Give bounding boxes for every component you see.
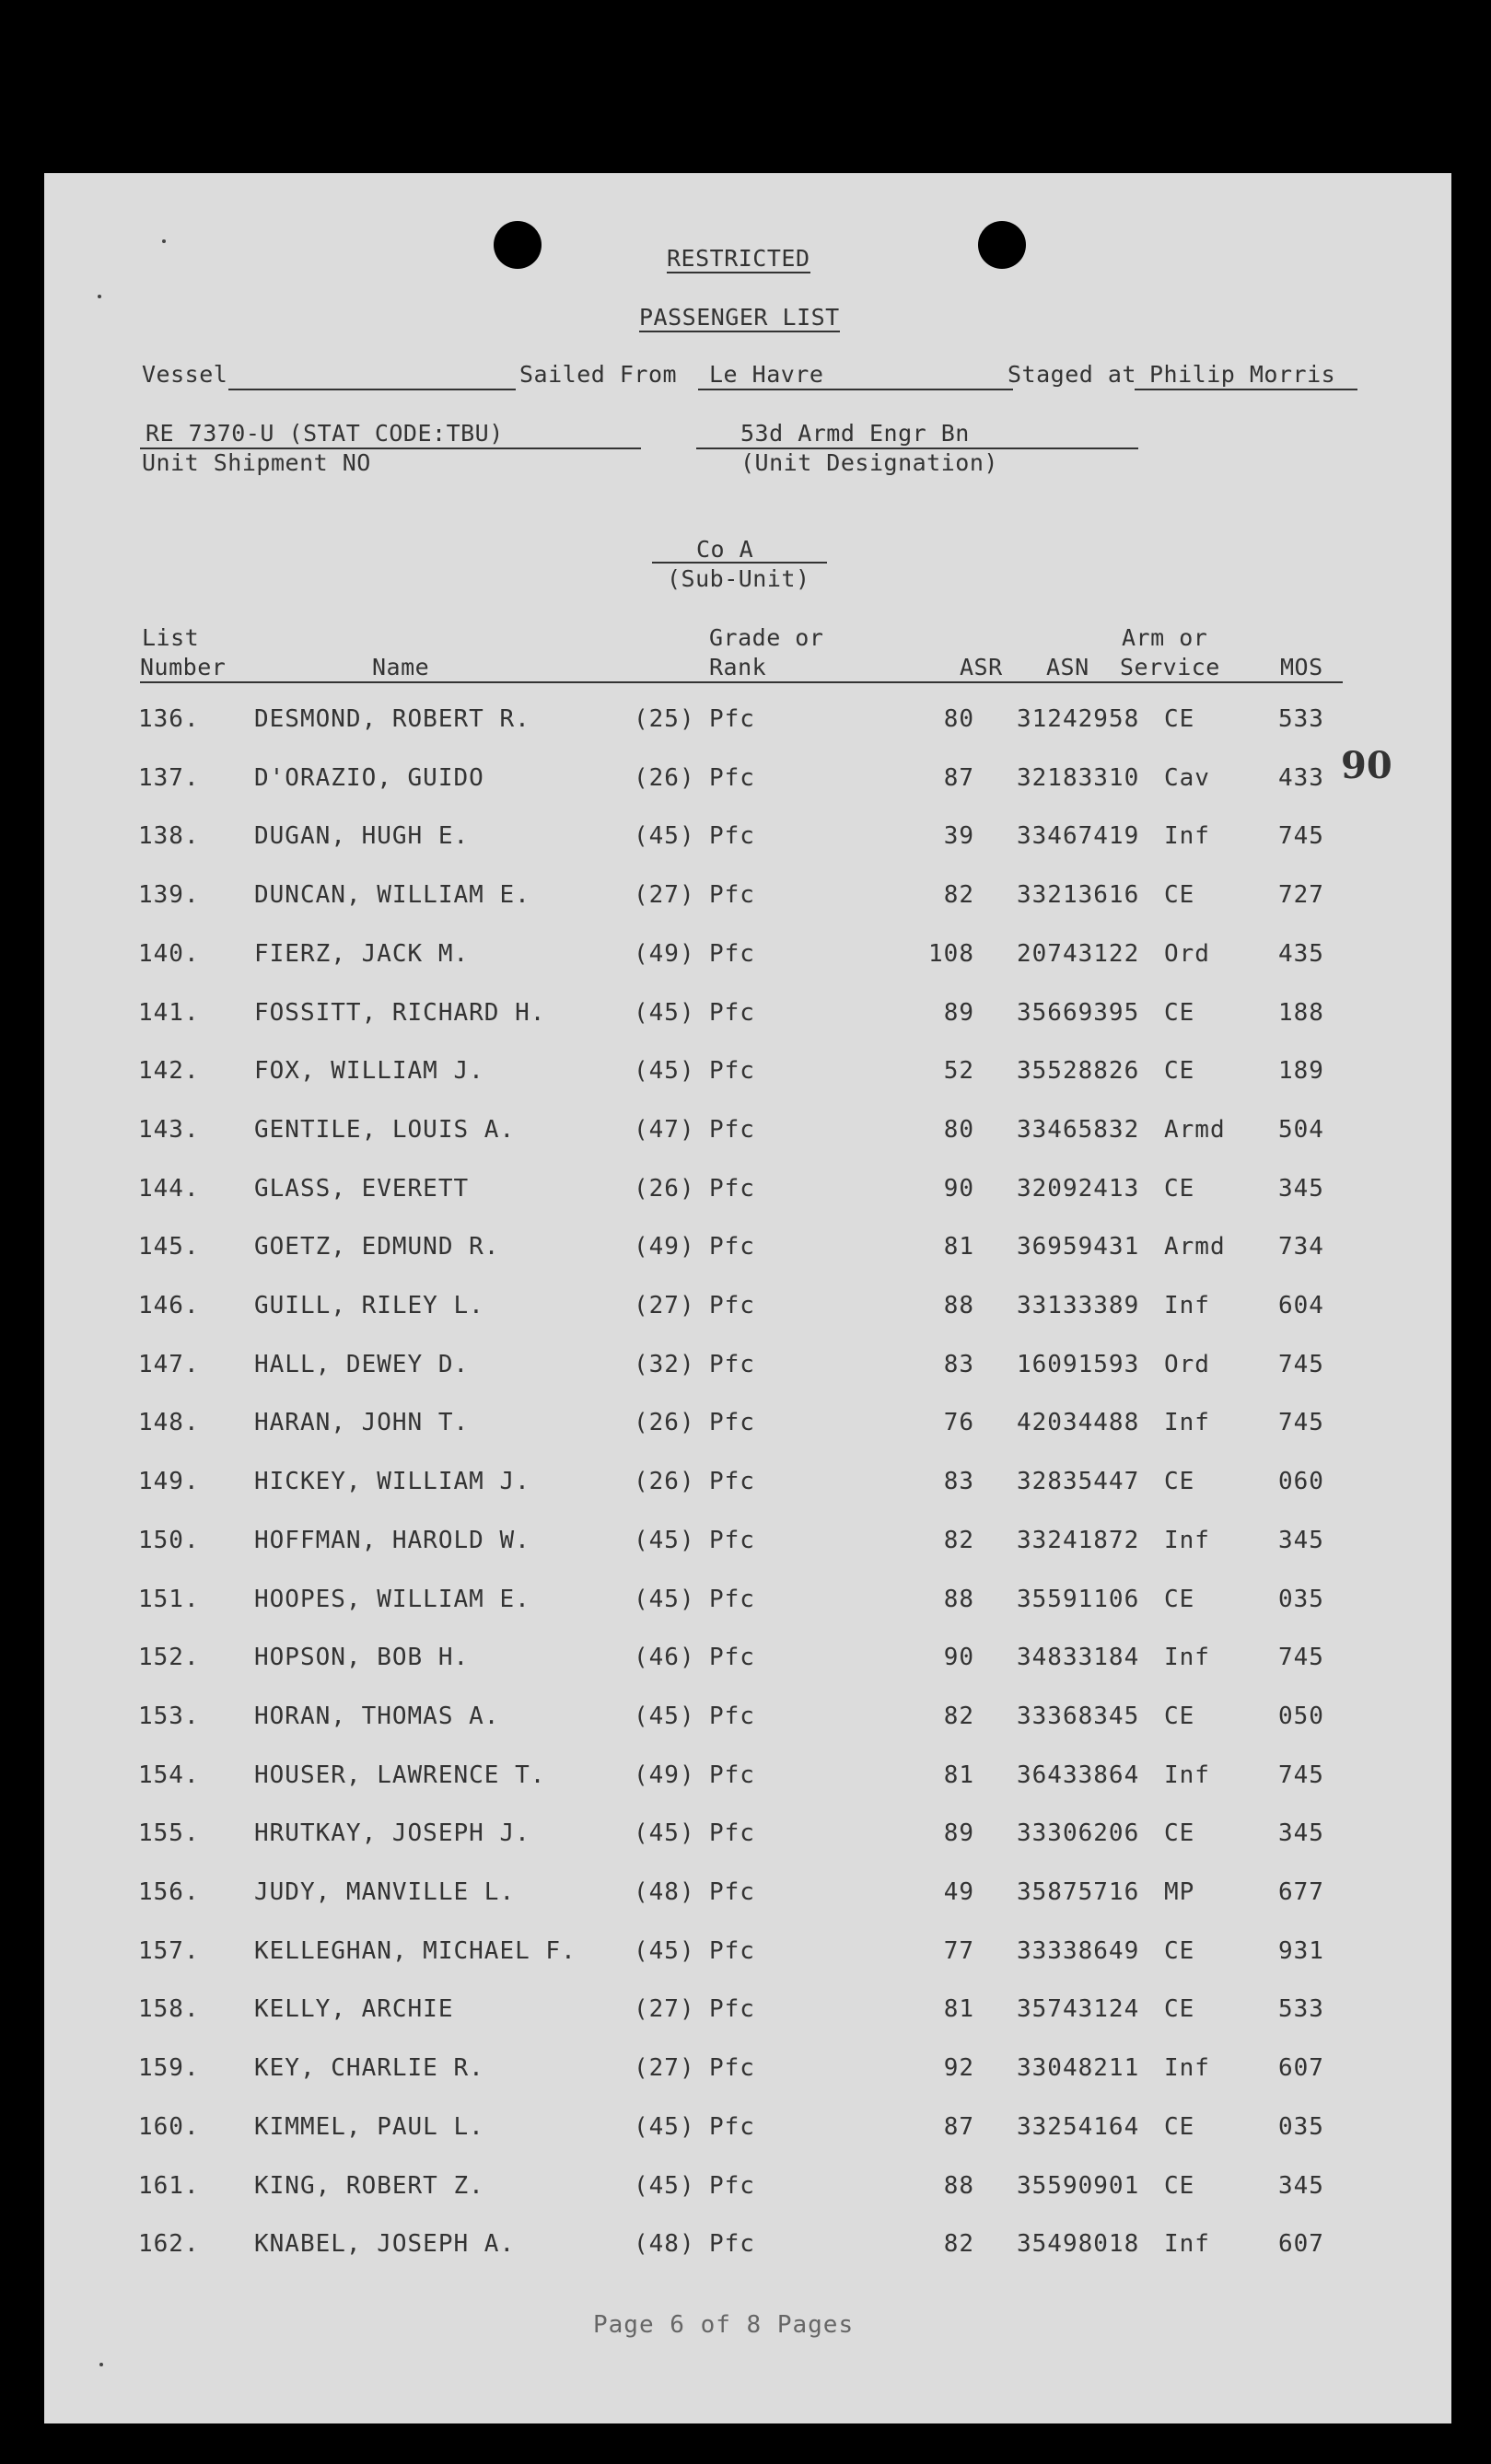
list-number: 158.: [138, 1995, 200, 2024]
arm-service: CE: [1164, 1585, 1195, 1613]
passenger-name: KIMMEL, PAUL L.: [254, 2112, 484, 2141]
vessel-line: [228, 389, 516, 390]
col-asn: ASN: [1046, 654, 1089, 680]
passenger-name: KEY, CHARLIE R.: [254, 2054, 484, 2083]
mos: 433: [1278, 763, 1324, 792]
subunit-line: [652, 562, 827, 564]
page-footer: Page 6 of 8 Pages: [593, 2311, 855, 2339]
list-number: 139.: [138, 881, 200, 910]
asr: 39: [943, 822, 974, 851]
grade: Pfc: [709, 1995, 755, 2024]
asr: 89: [943, 998, 974, 1027]
passenger-name: FIERZ, JACK M.: [254, 939, 470, 968]
grade: Pfc: [709, 1585, 755, 1613]
mos: 435: [1278, 939, 1324, 968]
mos: 035: [1278, 2112, 1324, 2141]
table-row: [44, 1233, 1451, 1270]
passenger-name: HOFFMAN, HAROLD W.: [254, 1526, 530, 1554]
list-number: 145.: [138, 1233, 200, 1261]
mos: 745: [1278, 1644, 1324, 1672]
list-number: 155.: [138, 1819, 200, 1848]
table-row: [44, 1175, 1451, 1212]
arm-service: CE: [1164, 1702, 1195, 1730]
mos: 345: [1278, 1819, 1324, 1848]
classification-label: RESTRICTED: [667, 245, 810, 272]
table-row: [44, 2230, 1451, 2267]
table-row: [44, 1995, 1451, 2032]
age: (27): [634, 1995, 695, 2024]
passenger-name: DUGAN, HUGH E.: [254, 822, 470, 851]
list-number: 148.: [138, 1409, 200, 1437]
asr: 88: [943, 1585, 974, 1613]
table-row: [44, 1878, 1451, 1915]
asr: 83: [943, 1468, 974, 1496]
asn: 35590901: [1017, 2171, 1140, 2200]
passenger-name: JUDY, MANVILLE L.: [254, 1878, 516, 1906]
mos: 504: [1278, 1115, 1324, 1144]
mos: 189: [1278, 1057, 1324, 1086]
table-row: [44, 1116, 1451, 1153]
asr: 49: [943, 1878, 974, 1906]
mos: 745: [1278, 1761, 1324, 1789]
arm-service: Inf: [1164, 1409, 1210, 1437]
arm-service: Ord: [1164, 1350, 1210, 1378]
age: (47): [634, 1115, 695, 1144]
table-row: [44, 1819, 1451, 1856]
grade: Pfc: [709, 2112, 755, 2141]
grade: Pfc: [709, 1057, 755, 1086]
mos: 745: [1278, 1409, 1324, 1437]
subunit-value: Co A: [696, 536, 754, 563]
passenger-name: HOUSER, LAWRENCE T.: [254, 1761, 546, 1789]
list-number: 142.: [138, 1057, 200, 1086]
passenger-name: HALL, DEWEY D.: [254, 1350, 470, 1378]
age: (49): [634, 1233, 695, 1261]
asn: 34833184: [1017, 1644, 1140, 1672]
arm-service: Armd: [1164, 1115, 1226, 1144]
age: (45): [634, 1526, 695, 1554]
age: (45): [634, 998, 695, 1027]
mos: 345: [1278, 1174, 1324, 1203]
passenger-name: FOX, WILLIAM J.: [254, 1057, 484, 1086]
col-asr: ASR: [960, 654, 1003, 680]
grade: Pfc: [709, 1819, 755, 1848]
grade: Pfc: [709, 705, 755, 733]
passenger-name: HORAN, THOMAS A.: [254, 1702, 500, 1730]
shipment-value: RE 7370-U (STAT CODE:TBU): [146, 420, 504, 447]
passenger-name: HOPSON, BOB H.: [254, 1644, 470, 1672]
arm-service: Armd: [1164, 1233, 1226, 1261]
table-row: [44, 1761, 1451, 1798]
list-number: 146.: [138, 1292, 200, 1319]
asr: 87: [943, 2112, 974, 2141]
col-name: Name: [372, 654, 430, 680]
passenger-name: D'ORAZIO, GUIDO: [254, 763, 484, 792]
age: (27): [634, 1292, 695, 1319]
asn: 35743124: [1017, 1995, 1140, 2024]
asn: 33254164: [1017, 2112, 1140, 2141]
mos: 931: [1278, 1936, 1324, 1965]
table-row: [44, 2113, 1451, 2150]
arm-service: Ord: [1164, 939, 1210, 968]
speck: [98, 295, 101, 298]
list-number: 136.: [138, 705, 200, 733]
speck: [99, 2363, 103, 2366]
table-row: [44, 881, 1451, 918]
mos: 727: [1278, 881, 1324, 910]
mos: 050: [1278, 1702, 1324, 1730]
list-number: 140.: [138, 939, 200, 968]
grade: Pfc: [709, 1409, 755, 1437]
table-row: [44, 1409, 1451, 1446]
vessel-label: Vessel: [142, 361, 228, 388]
list-number: 159.: [138, 2054, 200, 2083]
age: (32): [634, 1350, 695, 1378]
table-row: [44, 1468, 1451, 1505]
list-number: 138.: [138, 822, 200, 851]
asn: 42034488: [1017, 1409, 1140, 1437]
list-number: 147.: [138, 1350, 200, 1378]
age: (26): [634, 1409, 695, 1437]
table-row: [44, 1703, 1451, 1739]
list-number: 160.: [138, 2112, 200, 2141]
grade: Pfc: [709, 2171, 755, 2200]
asr: 82: [943, 2230, 974, 2259]
mos: 734: [1278, 1233, 1324, 1261]
asn: 35498018: [1017, 2230, 1140, 2259]
age: (45): [634, 2112, 695, 2141]
asn: 33467419: [1017, 822, 1140, 851]
col-list-top: List: [142, 624, 200, 651]
asn: 33133389: [1017, 1292, 1140, 1319]
list-number: 141.: [138, 998, 200, 1027]
mos: 345: [1278, 1526, 1324, 1554]
asn: 33338649: [1017, 1936, 1140, 1965]
age: (49): [634, 1761, 695, 1789]
table-row: [44, 1292, 1451, 1329]
staged-at-value: Philip Morris: [1149, 361, 1336, 388]
asr: 108: [928, 939, 974, 968]
passenger-name: KNABEL, JOSEPH A.: [254, 2230, 516, 2259]
asr: 80: [943, 705, 974, 733]
subunit-label: (Sub-Unit): [667, 565, 810, 592]
list-number: 149.: [138, 1468, 200, 1496]
grade: Pfc: [709, 1468, 755, 1496]
arm-service: CE: [1164, 998, 1195, 1027]
asr: 81: [943, 1233, 974, 1261]
table-row: [44, 940, 1451, 977]
grade: Pfc: [709, 1936, 755, 1965]
table-row: [44, 764, 1451, 801]
grade: Pfc: [709, 1644, 755, 1672]
asn: 36959431: [1017, 1233, 1140, 1261]
asn: 32183310: [1017, 763, 1140, 792]
age: (27): [634, 881, 695, 910]
asr: 81: [943, 1995, 974, 2024]
asr: 82: [943, 1526, 974, 1554]
asr: 88: [943, 1292, 974, 1319]
asr: 52: [943, 1057, 974, 1086]
passenger-name: HARAN, JOHN T.: [254, 1409, 470, 1437]
arm-service: Inf: [1164, 1761, 1210, 1789]
asn: 32092413: [1017, 1174, 1140, 1203]
staged-at-line: [1135, 389, 1357, 390]
age: (45): [634, 822, 695, 851]
passenger-name: GUILL, RILEY L.: [254, 1292, 484, 1319]
arm-service: Inf: [1164, 2054, 1210, 2083]
list-number: 143.: [138, 1115, 200, 1144]
age: (48): [634, 2230, 695, 2259]
table-row: [44, 999, 1451, 1036]
passenger-name: GLASS, EVERETT: [254, 1174, 470, 1203]
passenger-name: GENTILE, LOUIS A.: [254, 1115, 516, 1144]
col-arm-bottom: Service: [1120, 654, 1220, 680]
passenger-name: DESMOND, ROBERT R.: [254, 705, 530, 733]
table-row: [44, 1644, 1451, 1680]
passenger-name: HICKEY, WILLIAM J.: [254, 1468, 530, 1496]
mos: 745: [1278, 822, 1324, 851]
list-number: 162.: [138, 2230, 200, 2259]
mos: 533: [1278, 1995, 1324, 2024]
mos: 677: [1278, 1878, 1324, 1906]
list-number: 156.: [138, 1878, 200, 1906]
arm-service: CE: [1164, 881, 1195, 910]
passenger-name: KELLEGHAN, MICHAEL F.: [254, 1936, 577, 1965]
asn: 20743122: [1017, 939, 1140, 968]
asn: 33241872: [1017, 1526, 1140, 1554]
age: (45): [634, 1819, 695, 1848]
arm-service: Cav: [1164, 763, 1210, 792]
table-row: [44, 1586, 1451, 1622]
speck: [162, 239, 166, 243]
passenger-name: KELLY, ARCHIE: [254, 1995, 454, 2024]
asr: 80: [943, 1115, 974, 1144]
table-row: [44, 2054, 1451, 2091]
age: (48): [634, 1878, 695, 1906]
grade: Pfc: [709, 1350, 755, 1378]
passenger-name: HRUTKAY, JOSEPH J.: [254, 1819, 530, 1848]
arm-service: CE: [1164, 705, 1195, 733]
asn: 35591106: [1017, 1585, 1140, 1613]
asn: 35528826: [1017, 1057, 1140, 1086]
asn: 35875716: [1017, 1878, 1140, 1906]
staged-at-label: Staged at: [1008, 361, 1136, 388]
grade: Pfc: [709, 822, 755, 851]
passenger-name: HOOPES, WILLIAM E.: [254, 1585, 530, 1613]
mos: 604: [1278, 1292, 1324, 1319]
grade: Pfc: [709, 763, 755, 792]
table-row: [44, 705, 1451, 742]
age: (45): [634, 1936, 695, 1965]
arm-service: CE: [1164, 2112, 1195, 2141]
table-row: [44, 1527, 1451, 1563]
passenger-name: DUNCAN, WILLIAM E.: [254, 881, 530, 910]
age: (26): [634, 763, 695, 792]
grade: Pfc: [709, 2230, 755, 2259]
list-number: 150.: [138, 1526, 200, 1554]
passenger-name: KING, ROBERT Z.: [254, 2171, 484, 2200]
asr: 81: [943, 1761, 974, 1789]
arm-service: CE: [1164, 1936, 1195, 1965]
document-title: PASSENGER LIST: [639, 304, 840, 331]
table-row: [44, 1351, 1451, 1388]
asr: 83: [943, 1350, 974, 1378]
col-grade-top: Grade or: [709, 624, 824, 651]
asr: 77: [943, 1936, 974, 1965]
sailed-from-line: [698, 389, 1013, 390]
document-page: [44, 173, 1451, 2423]
asr: 90: [943, 1644, 974, 1672]
age: (46): [634, 1644, 695, 1672]
list-number: 154.: [138, 1761, 200, 1789]
grade: Pfc: [709, 1174, 755, 1203]
list-number: 144.: [138, 1174, 200, 1203]
side-annotation: 90: [1341, 744, 1392, 787]
grade: Pfc: [709, 1292, 755, 1319]
grade: Pfc: [709, 998, 755, 1027]
col-mos: MOS: [1280, 654, 1323, 680]
mos: 533: [1278, 705, 1324, 733]
asn: 33306206: [1017, 1819, 1140, 1848]
asn: 33213616: [1017, 881, 1140, 910]
arm-service: Inf: [1164, 1292, 1210, 1319]
arm-service: CE: [1164, 1819, 1195, 1848]
asr: 82: [943, 1702, 974, 1730]
age: (45): [634, 1057, 695, 1086]
passenger-name: FOSSITT, RICHARD H.: [254, 998, 546, 1027]
arm-service: Inf: [1164, 1644, 1210, 1672]
shipment-label: Unit Shipment NO: [142, 449, 371, 476]
asr: 87: [943, 763, 974, 792]
grade: Pfc: [709, 939, 755, 968]
sailed-from-label: Sailed From: [519, 361, 678, 388]
asn: 33048211: [1017, 2054, 1140, 2083]
asr: 89: [943, 1819, 974, 1848]
arm-service: Inf: [1164, 2230, 1210, 2259]
asn: 36433864: [1017, 1761, 1140, 1789]
table-row: [44, 2172, 1451, 2209]
arm-service: CE: [1164, 1174, 1195, 1203]
mos: 607: [1278, 2230, 1324, 2259]
col-arm-top: Arm or: [1122, 624, 1208, 651]
mos: 745: [1278, 1350, 1324, 1378]
asn: 33465832: [1017, 1115, 1140, 1144]
list-number: 157.: [138, 1936, 200, 1965]
mos: 035: [1278, 1585, 1324, 1613]
col-grade-bottom: Rank: [709, 654, 767, 680]
unit-label: (Unit Designation): [740, 449, 998, 476]
arm-service: CE: [1164, 1057, 1195, 1086]
list-number: 161.: [138, 2171, 200, 2200]
grade: Pfc: [709, 1878, 755, 1906]
punch-hole-left: [494, 221, 542, 269]
header-rule: [140, 681, 1343, 683]
age: (45): [634, 1585, 695, 1613]
grade: Pfc: [709, 2054, 755, 2083]
table-row: [44, 822, 1451, 859]
arm-service: CE: [1164, 1995, 1195, 2024]
grade: Pfc: [709, 1526, 755, 1554]
grade: Pfc: [709, 1702, 755, 1730]
asr: 76: [943, 1409, 974, 1437]
list-number: 151.: [138, 1585, 200, 1613]
asr: 90: [943, 1174, 974, 1203]
asn: 33368345: [1017, 1702, 1140, 1730]
table-row: [44, 1057, 1451, 1094]
arm-service: MP: [1164, 1878, 1195, 1906]
col-list-bottom: Number: [140, 654, 227, 680]
passenger-name: GOETZ, EDMUND R.: [254, 1233, 500, 1261]
age: (45): [634, 2171, 695, 2200]
unit-value: 53d Armd Engr Bn: [740, 420, 970, 447]
punch-hole-right: [978, 221, 1026, 269]
age: (27): [634, 2054, 695, 2083]
asr: 92: [943, 2054, 974, 2083]
list-number: 152.: [138, 1644, 200, 1672]
asr: 82: [943, 881, 974, 910]
asn: 35669395: [1017, 998, 1140, 1027]
age: (26): [634, 1174, 695, 1203]
arm-service: Inf: [1164, 822, 1210, 851]
asr: 88: [943, 2171, 974, 2200]
arm-service: CE: [1164, 1468, 1195, 1496]
arm-service: CE: [1164, 2171, 1195, 2200]
mos: 060: [1278, 1468, 1324, 1496]
list-number: 153.: [138, 1702, 200, 1730]
age: (49): [634, 939, 695, 968]
age: (45): [634, 1702, 695, 1730]
grade: Pfc: [709, 1761, 755, 1789]
sailed-from-value: Le Havre: [709, 361, 824, 388]
grade: Pfc: [709, 1233, 755, 1261]
mos: 188: [1278, 998, 1324, 1027]
grade: Pfc: [709, 881, 755, 910]
asn: 32835447: [1017, 1468, 1140, 1496]
asn: 16091593: [1017, 1350, 1140, 1378]
grade: Pfc: [709, 1115, 755, 1144]
mos: 607: [1278, 2054, 1324, 2083]
list-number: 137.: [138, 763, 200, 792]
arm-service: Inf: [1164, 1526, 1210, 1554]
age: (25): [634, 705, 695, 733]
asn: 31242958: [1017, 705, 1140, 733]
mos: 345: [1278, 2171, 1324, 2200]
age: (26): [634, 1468, 695, 1496]
table-row: [44, 1937, 1451, 1974]
